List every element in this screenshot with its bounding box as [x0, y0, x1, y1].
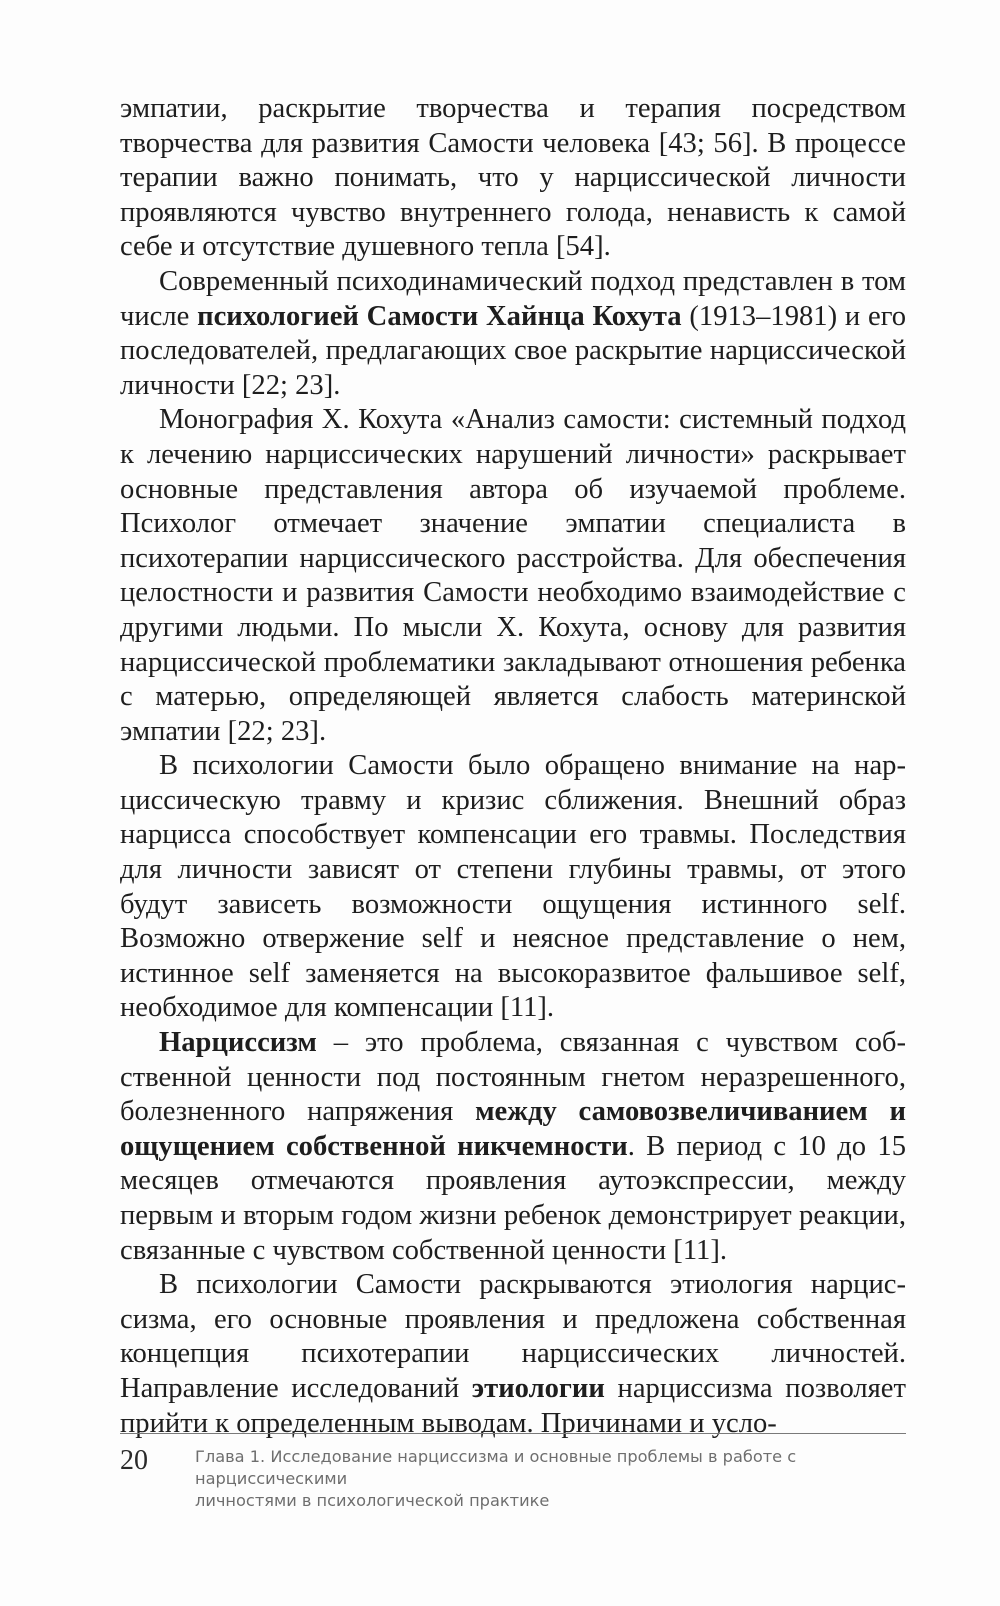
text-run: (1913–1981) и его последователей, предлагающих свое раскрытие нарциссической личности [22; 23]. — [120, 300, 907, 401]
paragraph — [120, 265, 906, 403]
bold-term: этиологии — [471, 1372, 605, 1404]
bold-term: психологией Самости Хайнца Кохута — [197, 300, 682, 332]
running-head-line: личностями в психологической практике — [195, 1491, 550, 1510]
running-head — [195, 1446, 907, 1512]
text-run: Монография Х. Кохута «Анализ самости: системный подход к лечению нарциссических нарушений личности» раскрывает основные представления автора об изучаемой проблеме. Психолог отмечает значение эмпатии специалиста в психотерапии нарциссического расстройства. Для обеспечения целостности и развития Самости необходимо взаимодействие с другими людьми. По мысли Х. Кохута, основу для развития нарциссической проблематики закладывают отношения ребенка с матерью, определяющей является слабость материнской эмпатии [22; 23]. — [120, 404, 906, 747]
text-run: Современный психодинамический подход представлен в том числе — [120, 265, 906, 332]
body-text — [120, 92, 906, 1441]
footer-rule — [120, 1433, 906, 1434]
text-run: В психологии Самости раскрываются этиология нарциссизма, его основные проявления и предложена собственная концепция психотерапии нарциссических личностей. Направление исследований — [120, 1269, 906, 1404]
paragraph — [120, 1268, 906, 1441]
text-run: нарциссизма позволяет прийти к определенным выводам. Причинами и усло- — [120, 1372, 906, 1439]
paragraph — [120, 92, 906, 265]
running-head-line: Глава 1. Исследование нарциссизма и основные проблемы в работе с нарциссическими — [195, 1447, 797, 1488]
page-number: 20 — [120, 1445, 148, 1476]
text-run: . В период с 10 до 15 месяцев отмечаются проявления аутоэкспрессии, между первым и вторым годом жизни ребенок демонстрирует реакции, связанные с чувством собственной ценности [11]. — [120, 1130, 906, 1266]
paragraph — [120, 1026, 906, 1268]
bold-term: Нарциссизм — [159, 1027, 317, 1059]
paragraph — [120, 749, 906, 1026]
text-run: эмпатии, раскрытие творчества и терапия посредством творчества для развития Самости человека [43; 56]. В процессе терапии важно понимать, что у нарциссической личности проявляются чувство внутреннего голода, ненависть к самой себе и отсутствие душевного тепла [54]. — [120, 93, 906, 263]
text-run: – это проблема, связанная с чувством собственной ценности под постоянным гнетом неразрешенного, болезненного напряжения — [120, 1027, 906, 1128]
paragraph — [120, 403, 906, 749]
bold-term: между самовозвеличиванием и ощущением собственной никчемности — [120, 1096, 906, 1162]
text-run: В психологии Самости было обращено внимание на нарциссическую травму и кризис сближения. Внешний образ нарцисса способствует компенсации его травмы. Последствия для личности зависят от степени глубины травмы, от этого будут зависеть возможности ощущения истинного self. Возможно отвержение self и неясное представление о нем, истинное self заменяется на высокоразвитое фальшивое self, необходимое для компенсации [11]. — [120, 750, 906, 1024]
